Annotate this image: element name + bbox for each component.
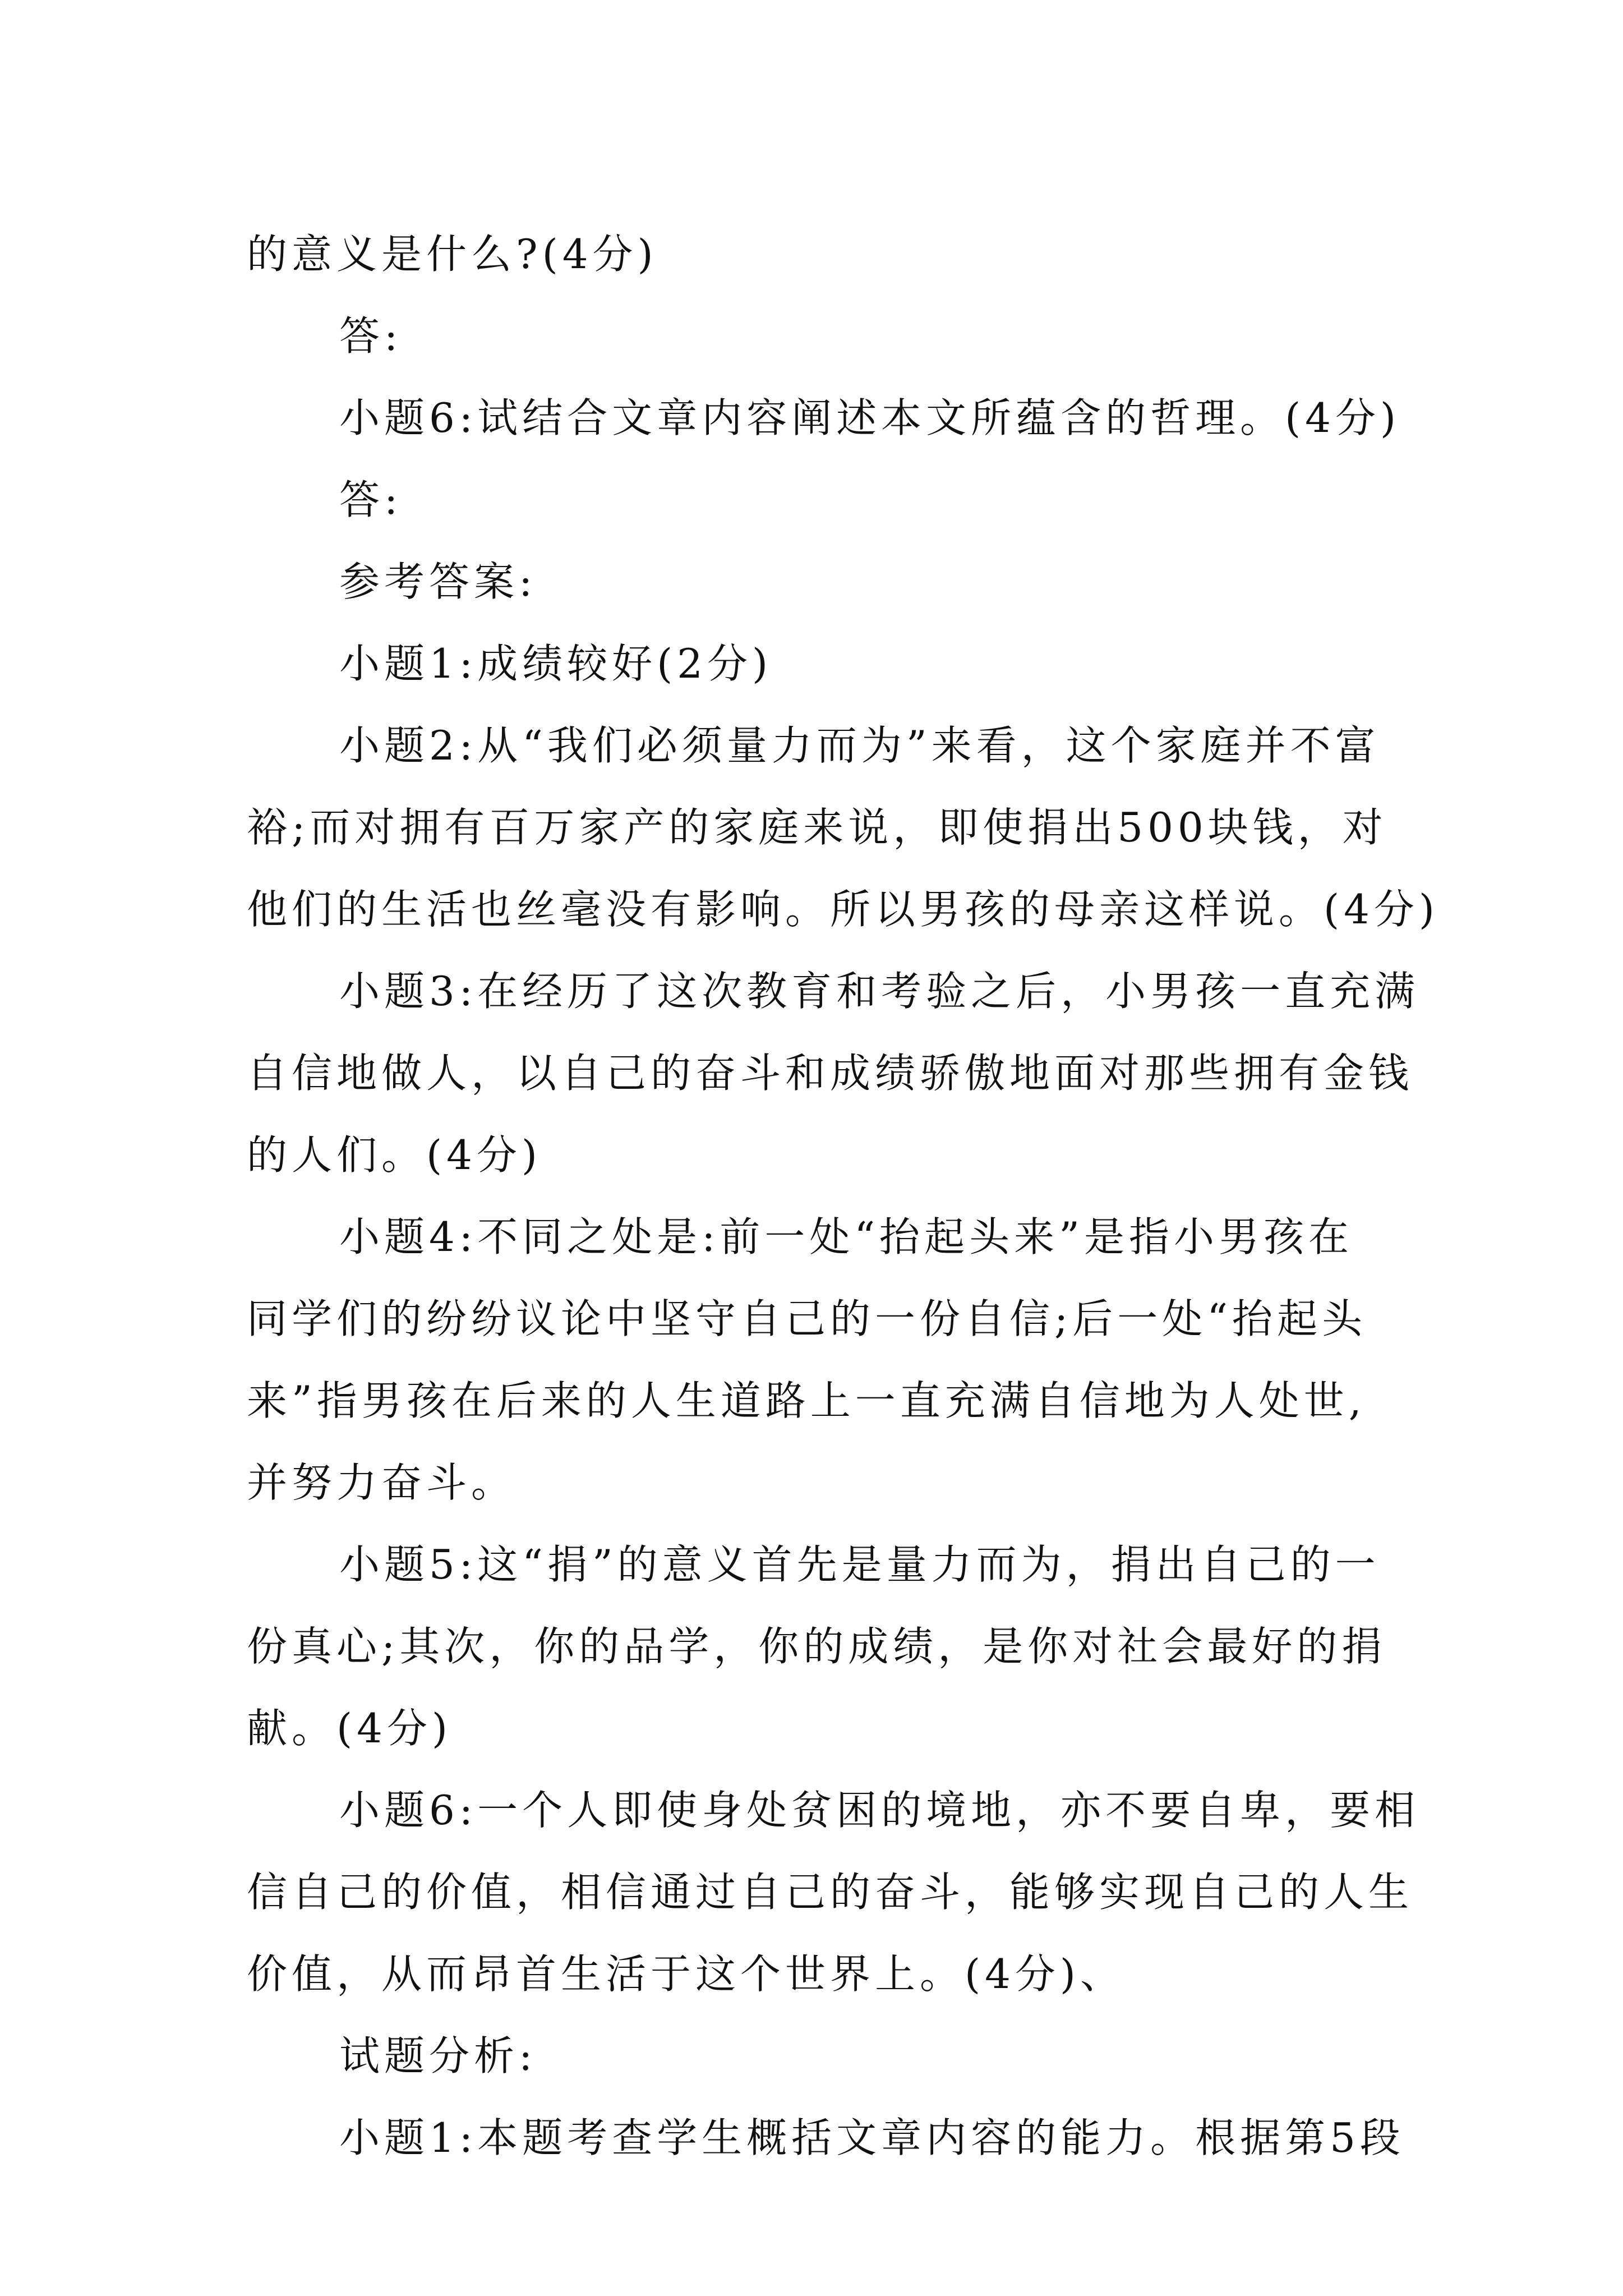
text-line: 他们的生活也丝毫没有影响。所以男孩的母亲这样说。(4分) xyxy=(247,886,1439,933)
text-line: 小题5:这“捐”的意义首先是量力而为，捐出自己的一 xyxy=(339,1541,1380,1588)
text-line: 小题1:成绩较好(2分) xyxy=(339,640,773,687)
text-line: 自信地做人，以自己的奋斗和成绩骄傲地面对那些拥有金钱 xyxy=(247,1050,1414,1097)
text-line: 裕;而对拥有百万家产的家庭来说，即使捐出500块钱，对 xyxy=(247,804,1387,851)
text-line: 小题1:本题考查学生概括文章内容的能力。根据第5段 xyxy=(339,2114,1405,2161)
text-line: 同学们的纷纷议论中坚守自己的一份自信;后一处“抬起头 xyxy=(247,1295,1367,1342)
text-line: 份真心;其次，你的品学，你的成绩，是你对社会最好的捐 xyxy=(247,1623,1387,1670)
text-line: 信自己的价值，相信通过自己的奋斗，能够实现自己的人生 xyxy=(247,1869,1414,1916)
text-line: 小题4:不同之处是:前一处“抬起头来”是指小男孩在 xyxy=(339,1213,1353,1260)
text-line: 献。(4分) xyxy=(247,1705,452,1752)
document-body xyxy=(247,213,1439,2179)
text-line: 小题6:一个人即使身处贫困的境地，亦不要自卑，要相 xyxy=(339,1787,1420,1834)
text-line: 参考答案: xyxy=(339,558,537,605)
text-line: 价值，从而昂首生活于这个世界上。(4分)、 xyxy=(247,1950,1125,1998)
text-line: 答: xyxy=(339,476,403,523)
text-line: 答: xyxy=(339,312,403,360)
text-line: 试题分析: xyxy=(339,2032,537,2079)
text-line: 的人们。(4分) xyxy=(247,1131,542,1179)
text-line: 的意义是什么?(4分) xyxy=(247,231,658,278)
text-line: 小题2:从“我们必须量力而为”来看，这个家庭并不富 xyxy=(339,722,1380,769)
text-line: 并努力奋斗。 xyxy=(247,1459,517,1506)
text-line: 来”指男孩在后来的人生道路上一直充满自信地为人处世, xyxy=(247,1377,1366,1424)
text-line: 小题6:试结合文章内容阐述本文所蕴含的哲理。(4分) xyxy=(339,394,1401,441)
text-line: 小题3:在经历了这次教育和考验之后，小男孩一直充满 xyxy=(339,968,1420,1015)
